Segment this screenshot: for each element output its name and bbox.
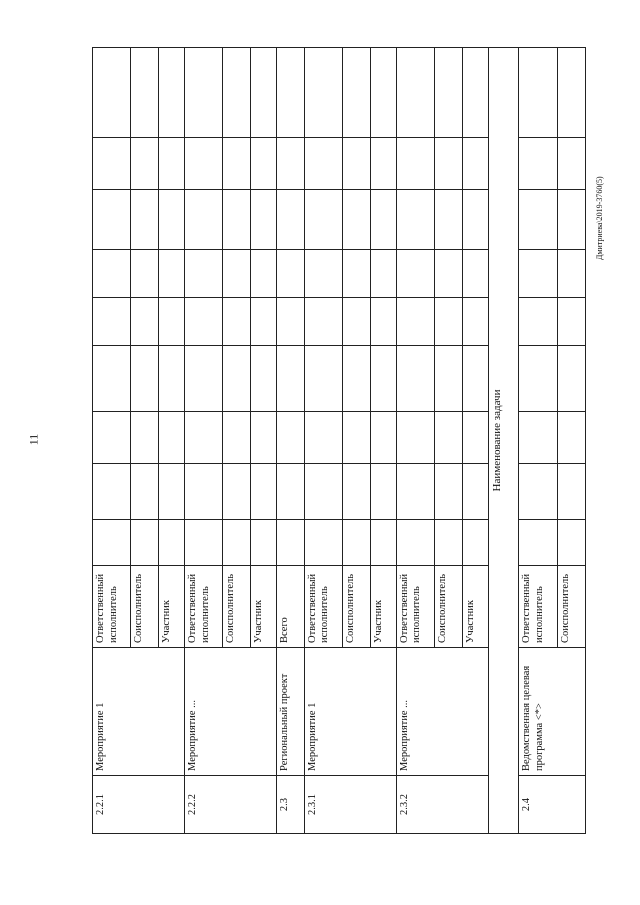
value-cell <box>251 346 276 412</box>
value-cell <box>519 48 557 138</box>
value-cell <box>304 190 342 250</box>
value-cell <box>557 298 585 346</box>
row-role: Ответственный исполнитель <box>304 566 342 648</box>
value-cell <box>435 250 463 298</box>
value-cell <box>343 298 371 346</box>
row-name: Ведомственная целевая программа <*> <box>519 648 586 776</box>
value-cell <box>276 520 304 566</box>
value-cell <box>251 520 276 566</box>
value-cell <box>304 346 342 412</box>
value-cell <box>519 138 557 190</box>
value-cell <box>223 190 251 250</box>
value-cell <box>251 298 276 346</box>
value-cell <box>371 48 396 138</box>
value-cell <box>557 346 585 412</box>
value-cell <box>276 190 304 250</box>
value-cell <box>93 190 131 250</box>
value-cell <box>519 346 557 412</box>
value-cell <box>223 412 251 464</box>
table-grid <box>92 47 586 834</box>
table-row <box>519 48 557 834</box>
row-role: Соисполнитель <box>557 566 585 648</box>
value-cell <box>184 190 222 250</box>
row-role: Всего <box>276 566 304 648</box>
value-cell <box>435 412 463 464</box>
value-cell <box>276 346 304 412</box>
row-role: Соисполнитель <box>343 566 371 648</box>
value-cell <box>396 412 434 464</box>
value-cell <box>396 250 434 298</box>
row-number: 2.2.1 <box>93 776 185 834</box>
value-cell <box>371 250 396 298</box>
row-role: Ответственный исполнитель <box>93 566 131 648</box>
value-cell <box>131 250 159 298</box>
value-cell <box>396 520 434 566</box>
value-cell <box>557 250 585 298</box>
value-cell <box>519 412 557 464</box>
value-cell <box>396 298 434 346</box>
value-cell <box>184 138 222 190</box>
row-role: Участник <box>251 566 276 648</box>
value-cell <box>131 520 159 566</box>
value-cell <box>557 412 585 464</box>
value-cell <box>371 298 396 346</box>
value-cell <box>463 520 488 566</box>
value-cell <box>93 138 131 190</box>
value-cell <box>159 298 184 346</box>
program-table <box>92 48 586 834</box>
task-row <box>488 48 519 834</box>
value-cell <box>304 464 342 520</box>
value-cell <box>159 250 184 298</box>
value-cell <box>343 48 371 138</box>
value-cell <box>396 464 434 520</box>
value-cell <box>343 346 371 412</box>
value-cell <box>519 520 557 566</box>
value-cell <box>223 520 251 566</box>
value-cell <box>93 346 131 412</box>
row-number: 2.3.1 <box>304 776 396 834</box>
value-cell <box>519 298 557 346</box>
row-number: 2.4 <box>519 776 586 834</box>
value-cell <box>93 464 131 520</box>
row-name: Мероприятие 1 <box>304 648 396 776</box>
row-role: Соисполнитель <box>223 566 251 648</box>
value-cell <box>159 138 184 190</box>
value-cell <box>304 298 342 346</box>
value-cell <box>251 412 276 464</box>
value-cell <box>396 138 434 190</box>
value-cell <box>131 464 159 520</box>
value-cell <box>184 520 222 566</box>
row-name: Мероприятие ... <box>396 648 488 776</box>
value-cell <box>343 190 371 250</box>
value-cell <box>251 48 276 138</box>
value-cell <box>131 346 159 412</box>
row-number: 2.2.2 <box>184 776 276 834</box>
task-title: Наименование задачи <box>488 48 519 834</box>
value-cell <box>131 190 159 250</box>
value-cell <box>435 346 463 412</box>
value-cell <box>463 250 488 298</box>
value-cell <box>463 412 488 464</box>
value-cell <box>343 520 371 566</box>
value-cell <box>223 138 251 190</box>
value-cell <box>463 346 488 412</box>
value-cell <box>371 138 396 190</box>
value-cell <box>223 464 251 520</box>
table-row <box>304 48 342 834</box>
value-cell <box>463 464 488 520</box>
value-cell <box>343 464 371 520</box>
value-cell <box>184 346 222 412</box>
value-cell <box>343 138 371 190</box>
value-cell <box>343 250 371 298</box>
value-cell <box>131 48 159 138</box>
value-cell <box>371 520 396 566</box>
value-cell <box>435 138 463 190</box>
value-cell <box>463 138 488 190</box>
value-cell <box>371 346 396 412</box>
value-cell <box>131 138 159 190</box>
value-cell <box>93 412 131 464</box>
table-row <box>276 48 304 834</box>
value-cell <box>276 298 304 346</box>
value-cell <box>396 346 434 412</box>
row-role: Участник <box>463 566 488 648</box>
row-number: 2.3 <box>276 776 304 834</box>
document-footer: Дмитриева\2019-3760(5) <box>595 176 604 260</box>
value-cell <box>223 346 251 412</box>
value-cell <box>159 464 184 520</box>
value-cell <box>184 464 222 520</box>
value-cell <box>435 190 463 250</box>
value-cell <box>159 412 184 464</box>
value-cell <box>304 250 342 298</box>
value-cell <box>276 250 304 298</box>
value-cell <box>519 190 557 250</box>
value-cell <box>131 298 159 346</box>
page-number: 11 <box>26 433 41 446</box>
value-cell <box>463 48 488 138</box>
row-role: Участник <box>159 566 184 648</box>
value-cell <box>159 520 184 566</box>
value-cell <box>519 250 557 298</box>
row-name: Мероприятие ... <box>184 648 276 776</box>
value-cell <box>251 138 276 190</box>
value-cell <box>251 250 276 298</box>
value-cell <box>435 48 463 138</box>
value-cell <box>93 48 131 138</box>
row-name: Региональный проект <box>276 648 304 776</box>
value-cell <box>519 464 557 520</box>
row-role: Ответственный исполнитель <box>519 566 557 648</box>
value-cell <box>184 412 222 464</box>
value-cell <box>93 250 131 298</box>
value-cell <box>435 464 463 520</box>
value-cell <box>131 412 159 464</box>
value-cell <box>371 412 396 464</box>
value-cell <box>184 250 222 298</box>
value-cell <box>159 48 184 138</box>
value-cell <box>343 412 371 464</box>
table-row <box>184 48 222 834</box>
table-row <box>93 48 131 834</box>
value-cell <box>184 48 222 138</box>
row-role: Соисполнитель <box>131 566 159 648</box>
value-cell <box>557 138 585 190</box>
value-cell <box>396 48 434 138</box>
value-cell <box>223 48 251 138</box>
value-cell <box>251 464 276 520</box>
value-cell <box>463 298 488 346</box>
value-cell <box>557 520 585 566</box>
value-cell <box>435 298 463 346</box>
value-cell <box>276 48 304 138</box>
row-role: Соисполнитель <box>435 566 463 648</box>
value-cell <box>396 190 434 250</box>
table-row <box>396 48 434 834</box>
row-role: Участник <box>371 566 396 648</box>
value-cell <box>304 48 342 138</box>
value-cell <box>304 412 342 464</box>
value-cell <box>223 250 251 298</box>
value-cell <box>93 298 131 346</box>
value-cell <box>463 190 488 250</box>
value-cell <box>435 520 463 566</box>
row-role: Ответственный исполнитель <box>396 566 434 648</box>
value-cell <box>159 190 184 250</box>
value-cell <box>304 520 342 566</box>
value-cell <box>251 190 276 250</box>
row-number: 2.3.2 <box>396 776 488 834</box>
value-cell <box>276 464 304 520</box>
value-cell <box>93 520 131 566</box>
row-name: Мероприятие 1 <box>93 648 185 776</box>
value-cell <box>276 412 304 464</box>
value-cell <box>184 298 222 346</box>
value-cell <box>223 298 251 346</box>
value-cell <box>557 190 585 250</box>
value-cell <box>371 190 396 250</box>
value-cell <box>371 464 396 520</box>
value-cell <box>557 464 585 520</box>
row-role: Ответственный исполнитель <box>184 566 222 648</box>
value-cell <box>304 138 342 190</box>
value-cell <box>159 346 184 412</box>
value-cell <box>557 48 585 138</box>
value-cell <box>276 138 304 190</box>
